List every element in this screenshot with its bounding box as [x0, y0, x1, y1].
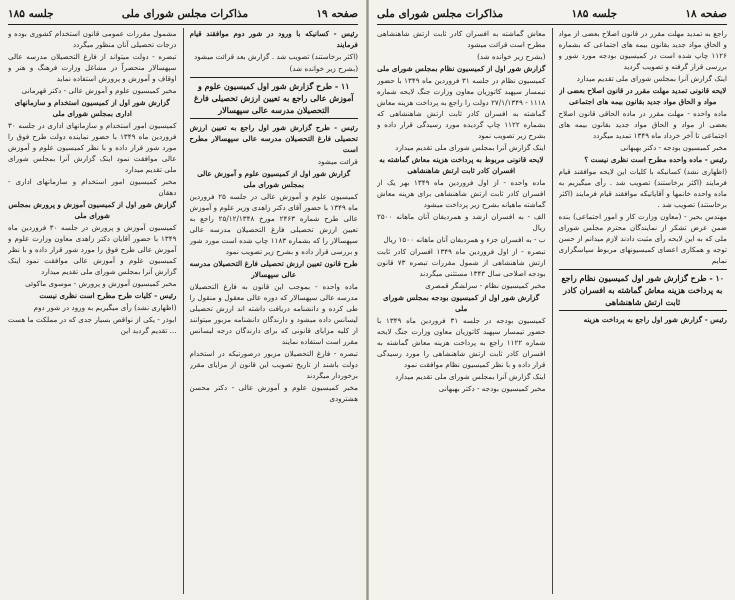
agenda-item-heading: ۱۰ - طرح گزارش شور اول کمیسیون نظام راجع به پرداخت هزینه معاش گماشته به افسران کادر ثابت ارتش شاهنشاهی	[559, 269, 728, 311]
speaker-paragraph: رئیس - کسانیکه با ورود در شور دوم موافقند قیام فرمایند	[189, 29, 358, 49]
paragraph: الف - به افسران ارشد و همردیفان آنان ماهانه ۲۵۰۰ ریال	[377, 212, 546, 232]
paragraph: مخبر کمیسیون نظام - سرلشگر قمصری	[425, 281, 546, 290]
section-heading: گزارش شور اول از کمیسیون استخدام و سازمانهای اداری بمجلس شورای ملی	[14, 98, 170, 118]
section-heading: گزارش شور اول از کمیسیون بودجه بمجلس شورای ملی	[383, 293, 540, 313]
speaker-paragraph: رئیس - ماده واحده مطرح است نظری نیست ؟	[584, 155, 727, 164]
paragraph: ماده واحده - بموجب این قانون به فارغ التحصیلان مدرسه عالی سپهسالار که دوره عالی معقول و منقول را طی کرده و دانشنامه دریافت داشته اند ارزش تحصیلی لیسانس داده میشود و دارندگان دانشنامه مزبور میتوانند از کلیه مزایای قانونی که برای دارندگان درجه لیسانس مقرر است استفاده نمایند	[189, 282, 358, 346]
paragraph: مخبر کمیسیون بودجه - دکتر بهبهانی	[620, 143, 727, 152]
section-heading: لایحه قانونی تمدید مهلت مقرر در قانون اصلاح بعضی از مواد و الحاق مواد جدید بقانون بیمه های اجتماعی	[559, 86, 727, 106]
right-page-columns	[377, 28, 727, 594]
right-page-title: مذاکرات مجلس شورای ملی	[377, 8, 504, 20]
paragraph: (اظهاری نشد) رأی میگیریم به ورود در شور دوم	[33, 303, 177, 312]
right-page	[369, 0, 735, 600]
section-heading: طرح قانون تعیین ارزش تحصیلی فارغ التحصیلان مدرسه عالی سپهسالار	[189, 259, 358, 279]
paragraph: کمیسیون نظام در جلسه ۳۱ فروردین ماه ۱۳۴۹ با حضور تیمسار سپهبد کاتوزیان معاون وزارت جنگ لایحه شماره ۱۱۱۸ - ۲۷/۱/۱۳۴۹ دولت را راجع به پرداخت هزینه معاش گماشته به افسران کادر ثابت ارتش شاهنشاهی که بشماره ۱۱۲۲ چاپ گردیده مورد رسیدگی قرار داده و بشرح زیر تصویب نمود	[377, 76, 546, 140]
paragraph: مخبر کمیسیون آموزش و پرورش - موسوی ماکوئی	[25, 279, 177, 288]
paragraph: مخبر کمیسیون بودجه - دکتر بهبهانی	[438, 384, 546, 393]
paragraph: (بشرح زیر خوانده شد)	[289, 64, 358, 73]
right-page-session: جلسه ۱۸۵	[571, 8, 618, 20]
left-page-columns	[8, 28, 358, 594]
paragraph: (اظهاری نشد) کسانیکه با کلیات این لایحه موافقند قیام فرمایند (اکثر برخاستند) تصویب شد . رأی میگیریم به ماده واحده خانمها و آقایانیکه موافقند قیام فرمایند (اکثر برخاستند) تصویب شد .	[558, 167, 727, 209]
paragraph: کمیسیون بودجه در جلسه ۳۱ فروردین ماه ۱۳۴۹ با حضور تیمسار سپهبد کاتوزیان معاون وزارت جنگ لایحه شماره ۱۱۲۲ راجع به پرداخت هزینه معاش گماشته به افسران کادر ثابت ارتش شاهنشاهی را مورد رسیدگی قرار داده و با نظر کمیسیون نظام موافقت نمود	[377, 316, 546, 369]
paragraph: اینک گزارش آنرا بمجلس شورای ملی تقدیم میدارد	[395, 372, 546, 381]
paragraph: تبصره - از اول فروردین ماه ۱۳۴۹ افسران کادر ثابت ارتش شاهنشاهی از شمول مقررات تبصره ۷۳ قانون بودجه اصلاحی سال ۱۳۴۳ مستثنی میگردند	[377, 247, 546, 278]
speaker-paragraph: رئیس - طرح گزارش شور اول راجع به تعیین ارزش تحصیلی فارغ التحصیلان مدرسه عالی سپهسالار مطرح است	[189, 123, 358, 154]
paragraph: مخبر کمیسیون علوم و آموزش عالی - دکتر محسن هشترودی	[189, 383, 358, 403]
right-page-column-left	[377, 28, 546, 594]
paragraph: ماده واحده - مهلت مقرر در ماده الحاقی قانون اصلاح بعضی از مواد و الحاق مواد جدید بقانون بیمه های اجتماعی تا آخر خرداد ماه ۱۳۴۹ تمدید میگردد	[558, 109, 727, 140]
paragraph: مخبر کمیسیون علوم و آموزش عالی - دکتر قهرمانی	[21, 86, 177, 95]
section-heading: گزارش شور اول از کمیسیون نظام بمجلس شورای ملی	[377, 64, 546, 73]
agenda-item-heading: ۱۱ - طرح گزارش شور اول کمیسیون علوم و آموزش عالی راجع به تعیین ارزش تحصیلی فارغ التحصیلان مدرسه عالی سپهسالار	[190, 77, 359, 119]
speaker-paragraph: رئیس - کلیات طرح مطرح است نظری نیست	[39, 291, 177, 300]
section-heading: گزارش شور اول از کمیسیون علوم و آموزش عالی بمجلس شورای ملی	[197, 169, 351, 189]
paragraph: مهندس بحیر - (معاون وزارت کار و امور اجتماعی) بنده ضمن عرض تشکر از نمایندگان محترم مجلس شورای ملی که به این لایحه رأی مثبت دادند لازم میدانم از حسن توجه و همکاری اعضای کمیسیونهای مربوط سپاسگزاری نمایم	[558, 212, 727, 265]
column-divider	[183, 28, 184, 594]
right-page-header	[377, 6, 727, 25]
paragraph: کمیسیون آموزش و پرورش در جلسه ۳۰ فروردین ماه ۱۳۴۹ با حضور آقایان دکتر زاهدی معاون وزارت علوم و آموزش عالی طرح فوق را مورد شور قرار داده و با نظر کمیسیون علوم و آموزش عالی موافقت نمود اینک گزارش آنرا بمجلس شورای ملی تقدیم میدارد	[8, 223, 177, 276]
paragraph: ماده واحده - از اول فروردین ماه ۱۳۴۹ بهر یک از افسران کادر ثابت ارتش شاهنشاهی برای هزینه معاش گماشته ماهیانه بشرح زیر پرداخت میشود	[377, 178, 546, 209]
paragraph: اینک گزارش آنرا بمجلس شورای ملی تقدیم میدارد	[576, 74, 727, 83]
speaker-paragraph: رئیس - گزارش شور اول راجع به پرداخت هزینه	[583, 315, 727, 324]
paragraph: تبصره - دولت میتواند از فارغ التحصیلان مدرسه عالی سپهسالار منحصراً در مشاغل وزارت فرهنگ و هنر و اوقاف و آموزش و پرورش استفاده نماید	[8, 52, 177, 83]
paragraph: ب - به افسران جزء و همردیفان آنان ماهانه ۱۵۰۰ ریال	[383, 235, 546, 244]
left-page-column-left	[8, 28, 177, 594]
paragraph: مخبر کمیسیون امور استخدام و سازمانهای اداری - دهقان	[8, 177, 177, 197]
paragraph: (بشرح زیر خوانده شد)	[477, 52, 546, 61]
paragraph: ابوذر - یکی از نواقص بسیار جدی که در مملکت ما هست ... تقدیم گردید این	[8, 315, 177, 335]
paragraph: معاش گماشته به افسران کادر ثابت ارتش شاهنشاهی مطرح است قرائت میشود	[377, 29, 546, 49]
right-page-column-right	[559, 28, 728, 594]
right-page-number: صفحه ۱۸	[685, 8, 727, 20]
left-page-column-right	[190, 28, 359, 594]
paragraph: اینک گزارش آنرا بمجلس شورای ملی تقدیم میدارد	[395, 143, 546, 152]
column-divider	[552, 28, 553, 594]
paragraph: مشمول مقررات عمومی قانون استخدام کشوری بوده و درجات تحصیلی آنان منظور میگردد	[8, 29, 177, 49]
paragraph: کمیسیون امور استخدام و سازمانهای اداری در جلسه ۳۰ فروردین ماه ۱۳۴۹ با حضور نماینده دولت طرح فوق را مورد شور قرار داده و با نظر کمیسیون علوم و آموزش عالی موافقت نمود اینک گزارش آنرا بمجلس شورای ملی تقدیم میدارد	[8, 121, 177, 174]
paragraph: قرائت میشود	[317, 157, 358, 166]
left-page-title: مذاکرات مجلس شورای ملی	[121, 8, 249, 20]
section-heading: گزارش شور اول از کمیسیون آموزش و پرورش بمجلس شورای ملی	[8, 200, 177, 220]
left-page-number: صفحه ۱۹	[316, 8, 358, 20]
left-page-session: جلسه ۱۸۵	[8, 8, 54, 20]
paragraph: (اکثر برخاستند) تصویب شد . گزارش بعد قرائت میشود	[194, 52, 358, 61]
left-page-header	[8, 6, 358, 25]
paragraph: کمیسیون علوم و آموزش عالی در جلسه ۲۵ فروردین ماه ۱۳۴۹ با حضور آقای دکتر زاهدی وزیر علوم و آموزش عالی طرح شماره ۲۴۶۳ مورخ ۲۵/۱۲/۱۳۴۸ راجع به تعیین ارزش تحصیلی فارغ التحصیلان مدرسه عالی سپهسالار را که بشماره ۱۱۸۳ چاپ شده است مورد شور و بررسی قرار داده و بشرح زیر تصویب نمود	[189, 192, 358, 256]
section-heading: لایحه قانونی مربوط به پرداخت هزینه معاش گماشته به افسران کادر ثابت ارتش شاهنشاهی	[379, 155, 544, 175]
paragraph: تبصره - فارغ التحصیلان مزبور درصورتیکه در استخدام دولت باشند از تاریخ تصویب این قانون از مزایای مقرر برخوردار میگردند	[189, 349, 358, 380]
left-page	[0, 0, 366, 600]
paragraph: راجع به تمدید مهلت مقرر در قانون اصلاح بعضی از مواد و الحاق مواد جدید بقانون بیمه های اجتماعی که بشماره ۱۱۲۶ چاپ شده است در کمیسیون بودجه مورد شور و بررسی قرار گرفته و تصویب گردید	[558, 29, 727, 71]
